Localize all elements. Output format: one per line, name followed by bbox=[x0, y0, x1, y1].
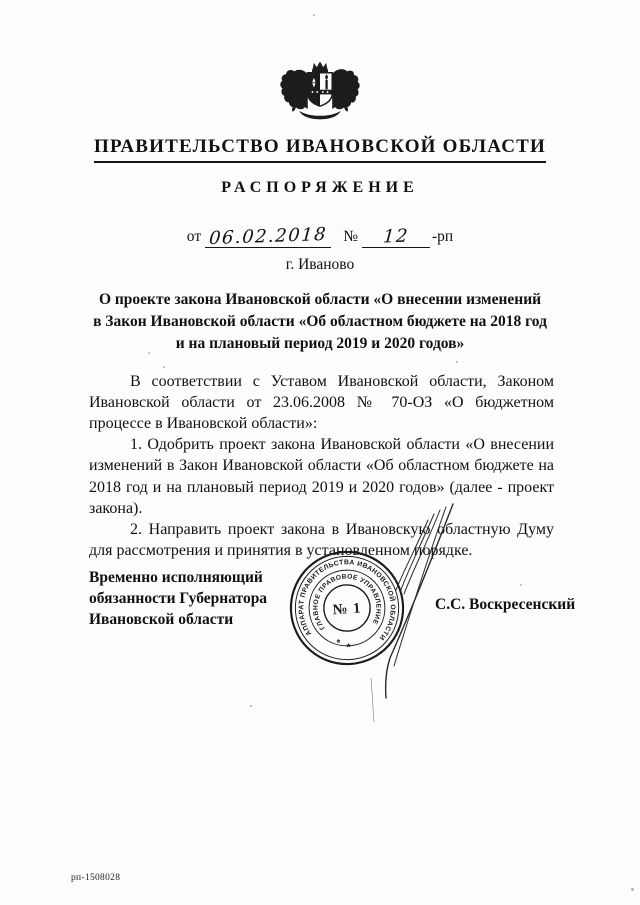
org-name-text: ПРАВИТЕЛЬСТВО ИВАНОВСКОЙ ОБЛАСТИ bbox=[94, 136, 546, 163]
signer-position-line-1: Временно исполняющий bbox=[89, 569, 263, 586]
footer-document-code: рп-1508028 bbox=[71, 873, 121, 883]
title-line-3: и на плановый период 2019 и 2020 годов» bbox=[175, 335, 465, 352]
document-title bbox=[0, 289, 640, 355]
stamp-outer-ring-text: АППАРАТ ПРАВИТЕЛЬСТВА ИВАНОВСКОЙ ОБЛАСТИ bbox=[298, 559, 396, 642]
stamp-number: № 1 bbox=[332, 600, 363, 619]
handwritten-number: 12 bbox=[382, 225, 410, 248]
stamp-star: * bbox=[336, 637, 341, 650]
org-name-heading bbox=[0, 136, 640, 163]
date-label: от bbox=[186, 228, 202, 245]
signer-name: С.С. Воскресенский bbox=[435, 596, 576, 613]
document-body bbox=[89, 371, 554, 561]
signer-position-line-3: Ивановской области bbox=[89, 611, 234, 629]
body-paragraph: 1. Одобрить проект закона Ивановской области «О внесении изменений в Закон Ивановской области «Об областном бюджете на 2018 год и на плановый период 2019 и 2020 годов» (далее - проект закона). bbox=[89, 436, 554, 517]
date-field bbox=[205, 224, 331, 250]
document-type-heading: РАСПОРЯЖЕНИЕ bbox=[221, 179, 419, 196]
number-label: № bbox=[343, 228, 358, 245]
signer-position bbox=[89, 567, 267, 630]
body-paragraph: В соответствии с Уставом Ивановской области, Законом Ивановской области от 23.06.2008 № 70-ОЗ «О бюджетном процессе в Ивановской области»: bbox=[89, 373, 554, 433]
handwritten-signature bbox=[350, 498, 465, 733]
title-line-1: О проекте закона Ивановской области «О внесении изменений bbox=[98, 291, 542, 308]
handwritten-date: 06.02.2018 bbox=[208, 224, 328, 250]
city-line: г. Иваново bbox=[285, 256, 355, 273]
ivanovo-oblast-coat-of-arms-icon bbox=[273, 58, 367, 128]
stamp-star: * bbox=[346, 642, 352, 654]
number-suffix: -рп bbox=[431, 228, 454, 245]
stamp-inner-ring-text: ГЛАВНОЕ ПРАВОВОЕ УПРАВЛЕНИЕ bbox=[312, 573, 382, 631]
number-field bbox=[362, 225, 430, 248]
signer-position-line-2: обязанности Губернатора bbox=[89, 590, 268, 608]
date-number-row bbox=[0, 224, 640, 250]
body-paragraph: 2. Направить проект закона в Ивановскую областную Думу для рассмотрения и принятия в установленном порядке. bbox=[89, 520, 554, 559]
title-line-2: в Закон Ивановской области «Об областном бюджете на 2018 год bbox=[93, 313, 547, 330]
